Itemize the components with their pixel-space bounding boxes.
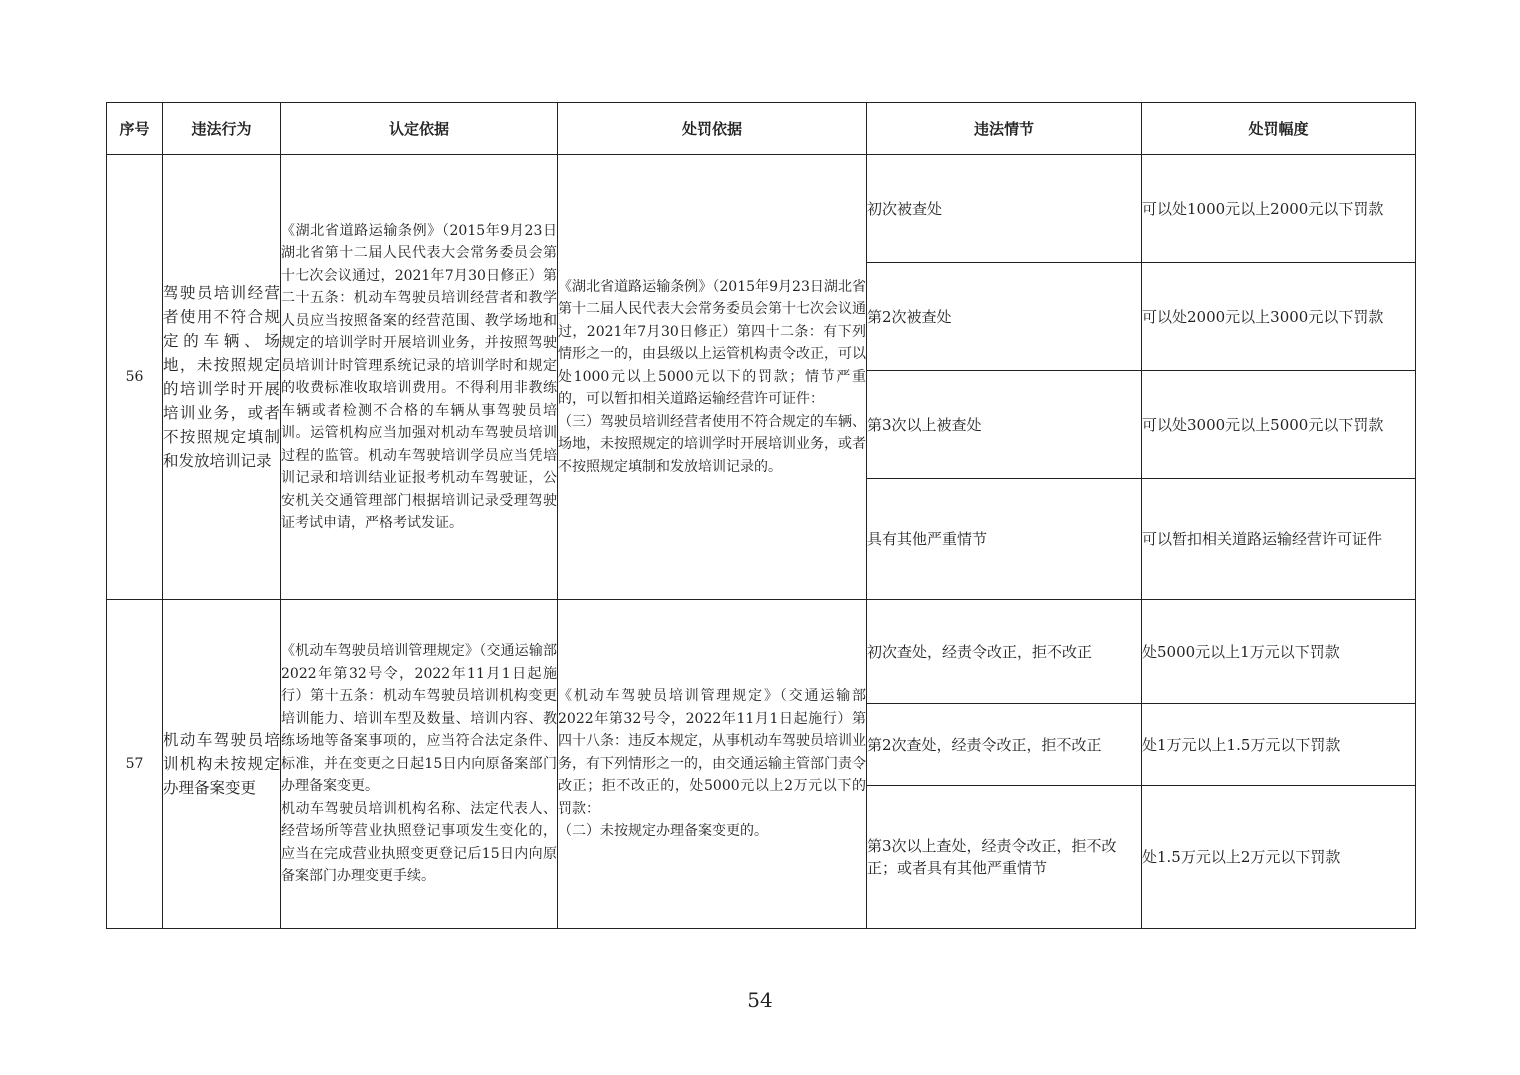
determination-basis: 《湖北省道路运输条例》（2015年9月23日湖北省第十二届人民代表大会常务委员会第十七次会议通过，2021年7月30日修正）第二十五条：机动车驾驶员培训经营者和教学人员应当按照备案的经营范围、教学场地和规定的培训学时开展培训业务，并按照驾驶员培训计时管理系统记录的培训学时和规定的收费标准收取培训费用。不得利用非教练车辆或者检测不合格的车辆从事驾驶员培训。运管机构应当加强对机动车驾驶员培训过程的监管。机动车驾驶培训学员应当凭培训记录和培训结业证报考机动车驾驶证，公安机关交通管理部门根据培训记录受理驾驶证考试申请，严格考试发证。 xyxy=(281,155,558,600)
penalty-range: 可以处3000元以上5000元以下罚款 xyxy=(1142,371,1416,479)
header-basis: 认定依据 xyxy=(281,103,558,155)
header-row xyxy=(107,103,1416,155)
page-number: 54 xyxy=(747,988,773,1012)
violation-circumstance: 初次查处，经责令改正，拒不改正 xyxy=(867,600,1142,704)
penalty-range: 可以处2000元以上3000元以下罚款 xyxy=(1142,263,1416,371)
penalty-table xyxy=(106,102,1416,929)
header-no: 序号 xyxy=(107,103,163,155)
penalty-basis: 《机动车驾驶员培训管理规定》（交通运输部2022年第32号令，2022年11月1日起施行）第四十八条：违反本规定，从事机动车驾驶员培训业务，有下列情形之一的，由交通运输主管部门责令改正；拒不改正的，处5000元以上2万元以下的罚款： （二）未按规定办理备案变更的。 xyxy=(558,600,867,929)
penalty-range: 可以处1000元以上2000元以下罚款 xyxy=(1142,155,1416,263)
header-act: 违法行为 xyxy=(163,103,281,155)
violation-circumstance: 第2次被查处 xyxy=(867,263,1142,371)
penalty-range: 处1.5万元以上2万元以下罚款 xyxy=(1142,786,1416,929)
penalty-range: 处5000元以上1万元以下罚款 xyxy=(1142,600,1416,704)
header-punish: 处罚依据 xyxy=(558,103,867,155)
table-row xyxy=(107,600,1416,704)
header-range: 处罚幅度 xyxy=(1142,103,1416,155)
violation-circumstance: 初次被查处 xyxy=(867,155,1142,263)
penalty-range: 可以暂扣相关道路运输经营许可证件 xyxy=(1142,479,1416,600)
violation-circumstance: 具有其他严重情节 xyxy=(867,479,1142,600)
violation-circumstance: 第3次以上被查处 xyxy=(867,371,1142,479)
row-number: 56 xyxy=(107,155,163,600)
violation-circumstance: 第3次以上查处，经责令改正，拒不改正；或者具有其他严重情节 xyxy=(867,786,1142,929)
violation-act: 驾驶员培训经营者使用不符合规定的车辆、场地，未按照规定的培训学时开展培训业务，或者不按照规定填制和发放培训记录 xyxy=(163,155,281,600)
table-row xyxy=(107,155,1416,263)
violation-circumstance: 第2次查处，经责令改正，拒不改正 xyxy=(867,704,1142,786)
penalty-basis: 《湖北省道路运输条例》（2015年9月23日湖北省第十二届人民代表大会常务委员会第十七次会议通过，2021年7月30日修正）第四十二条：有下列情形之一的，由县级以上运管机构责令改正，可以处1000元以上5000元以下的罚款；情节严重的，可以暂扣相关道路运输经营许可证件： （三）驾驶员培训经营者使用不符合规定的车辆、场地，未按照规定的培训学时开展培训业务，或者不按照规定填制和发放培训记录的。 xyxy=(558,155,867,600)
determination-basis: 《机动车驾驶员培训管理规定》（交通运输部2022年第32号令，2022年11月1日起施行）第十五条：机动车驾驶员培训机构变更培训能力、培训车型及数量、培训内容、教练场地等备案事项的，应当符合法定条件、标准，并在变更之日起15日内向原备案部门办理备案变更。 机动车驾驶员培训机构名称、法定代表人、经营场所等营业执照登记事项发生变化的，应当在完成营业执照变更登记后15日内向原备案部门办理变更手续。 xyxy=(281,600,558,929)
header-circ: 违法情节 xyxy=(867,103,1142,155)
row-number: 57 xyxy=(107,600,163,929)
violation-act: 机动车驾驶员培训机构未按规定办理备案变更 xyxy=(163,600,281,929)
penalty-range: 处1万元以上1.5万元以下罚款 xyxy=(1142,704,1416,786)
